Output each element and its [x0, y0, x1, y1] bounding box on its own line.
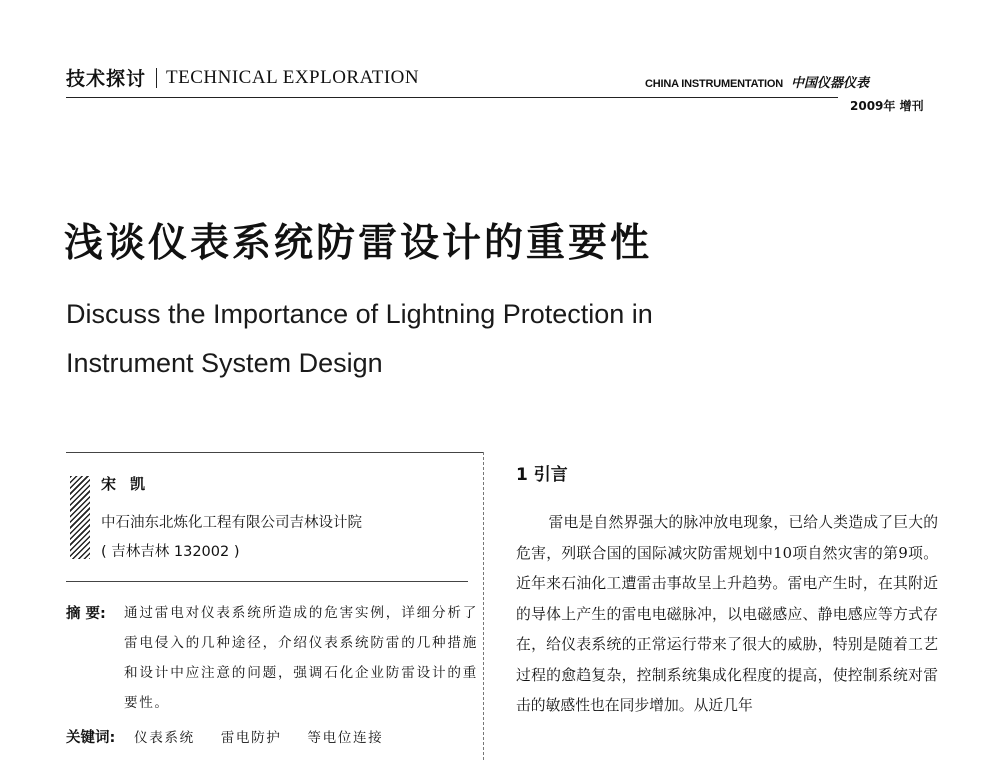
journal-name-cn: 中国仪器仪表	[790, 76, 869, 91]
keyword-item: 雷电防护	[220, 730, 282, 746]
section-label-cn: 技术探讨	[66, 68, 147, 90]
journal-name	[645, 72, 869, 91]
author-hatch-decoration	[70, 476, 90, 559]
section-label-en: TECHNICAL EXPLORATION	[166, 66, 420, 88]
keywords-label: 关键词:	[66, 730, 116, 746]
header-rule	[66, 97, 838, 98]
author-box-top-rule	[66, 452, 484, 453]
author-name: 宋凯	[101, 475, 160, 493]
article-title-cn: 浅谈仪表系统防雷设计的重要性	[64, 221, 653, 266]
body-paragraph: 雷电是自然界强大的脉冲放电现象，已给人类造成了巨大的危害，列联合国的国际减灾防雷规划中10项自然灾害的第9项。近年来石油化工遭雷击事故呈上升趋势。雷电产生时，在其附近的导体上产生的雷电电磁脉冲，以电磁感应、静电感应等方式存在，给仪表系统的正常运行带来了很大的威胁，特别是随着工艺过程的愈趋复杂，控制系统集成化程度的提高，使控制系统对雷击的敏感性也在同步增加。从近几年	[516, 514, 938, 714]
keywords-list	[134, 726, 403, 746]
abstract-text: 通过雷电对仪表系统所造成的危害实例，详细分析了雷电侵入的几种途径，介绍仪表系统防雷的几种措施和设计中应注意的问题，强调石化企业防雷设计的重要性。	[124, 605, 478, 711]
keyword-item: 仪表系统	[134, 730, 195, 746]
running-header-left	[66, 64, 419, 91]
abstract-label: 摘 要:	[66, 606, 106, 622]
keyword-item: 等电位连接	[307, 730, 384, 746]
author-address: ( 吉林吉林 132002 )	[101, 544, 240, 560]
header-separator	[156, 68, 157, 88]
journal-name-en: CHINA INSTRUMENTATION	[645, 78, 783, 90]
author-box-divider	[66, 581, 468, 582]
author-affiliation: 中石油东北炼化工程有限公司吉林设计院	[101, 515, 362, 531]
article-title-en: Discuss the Importance of Lightning Protection in Instrument System Design	[66, 299, 653, 378]
column-divider	[483, 452, 484, 760]
issue-label: 2009年 增刊	[850, 99, 924, 113]
section-heading: 1 引言	[516, 465, 568, 485]
